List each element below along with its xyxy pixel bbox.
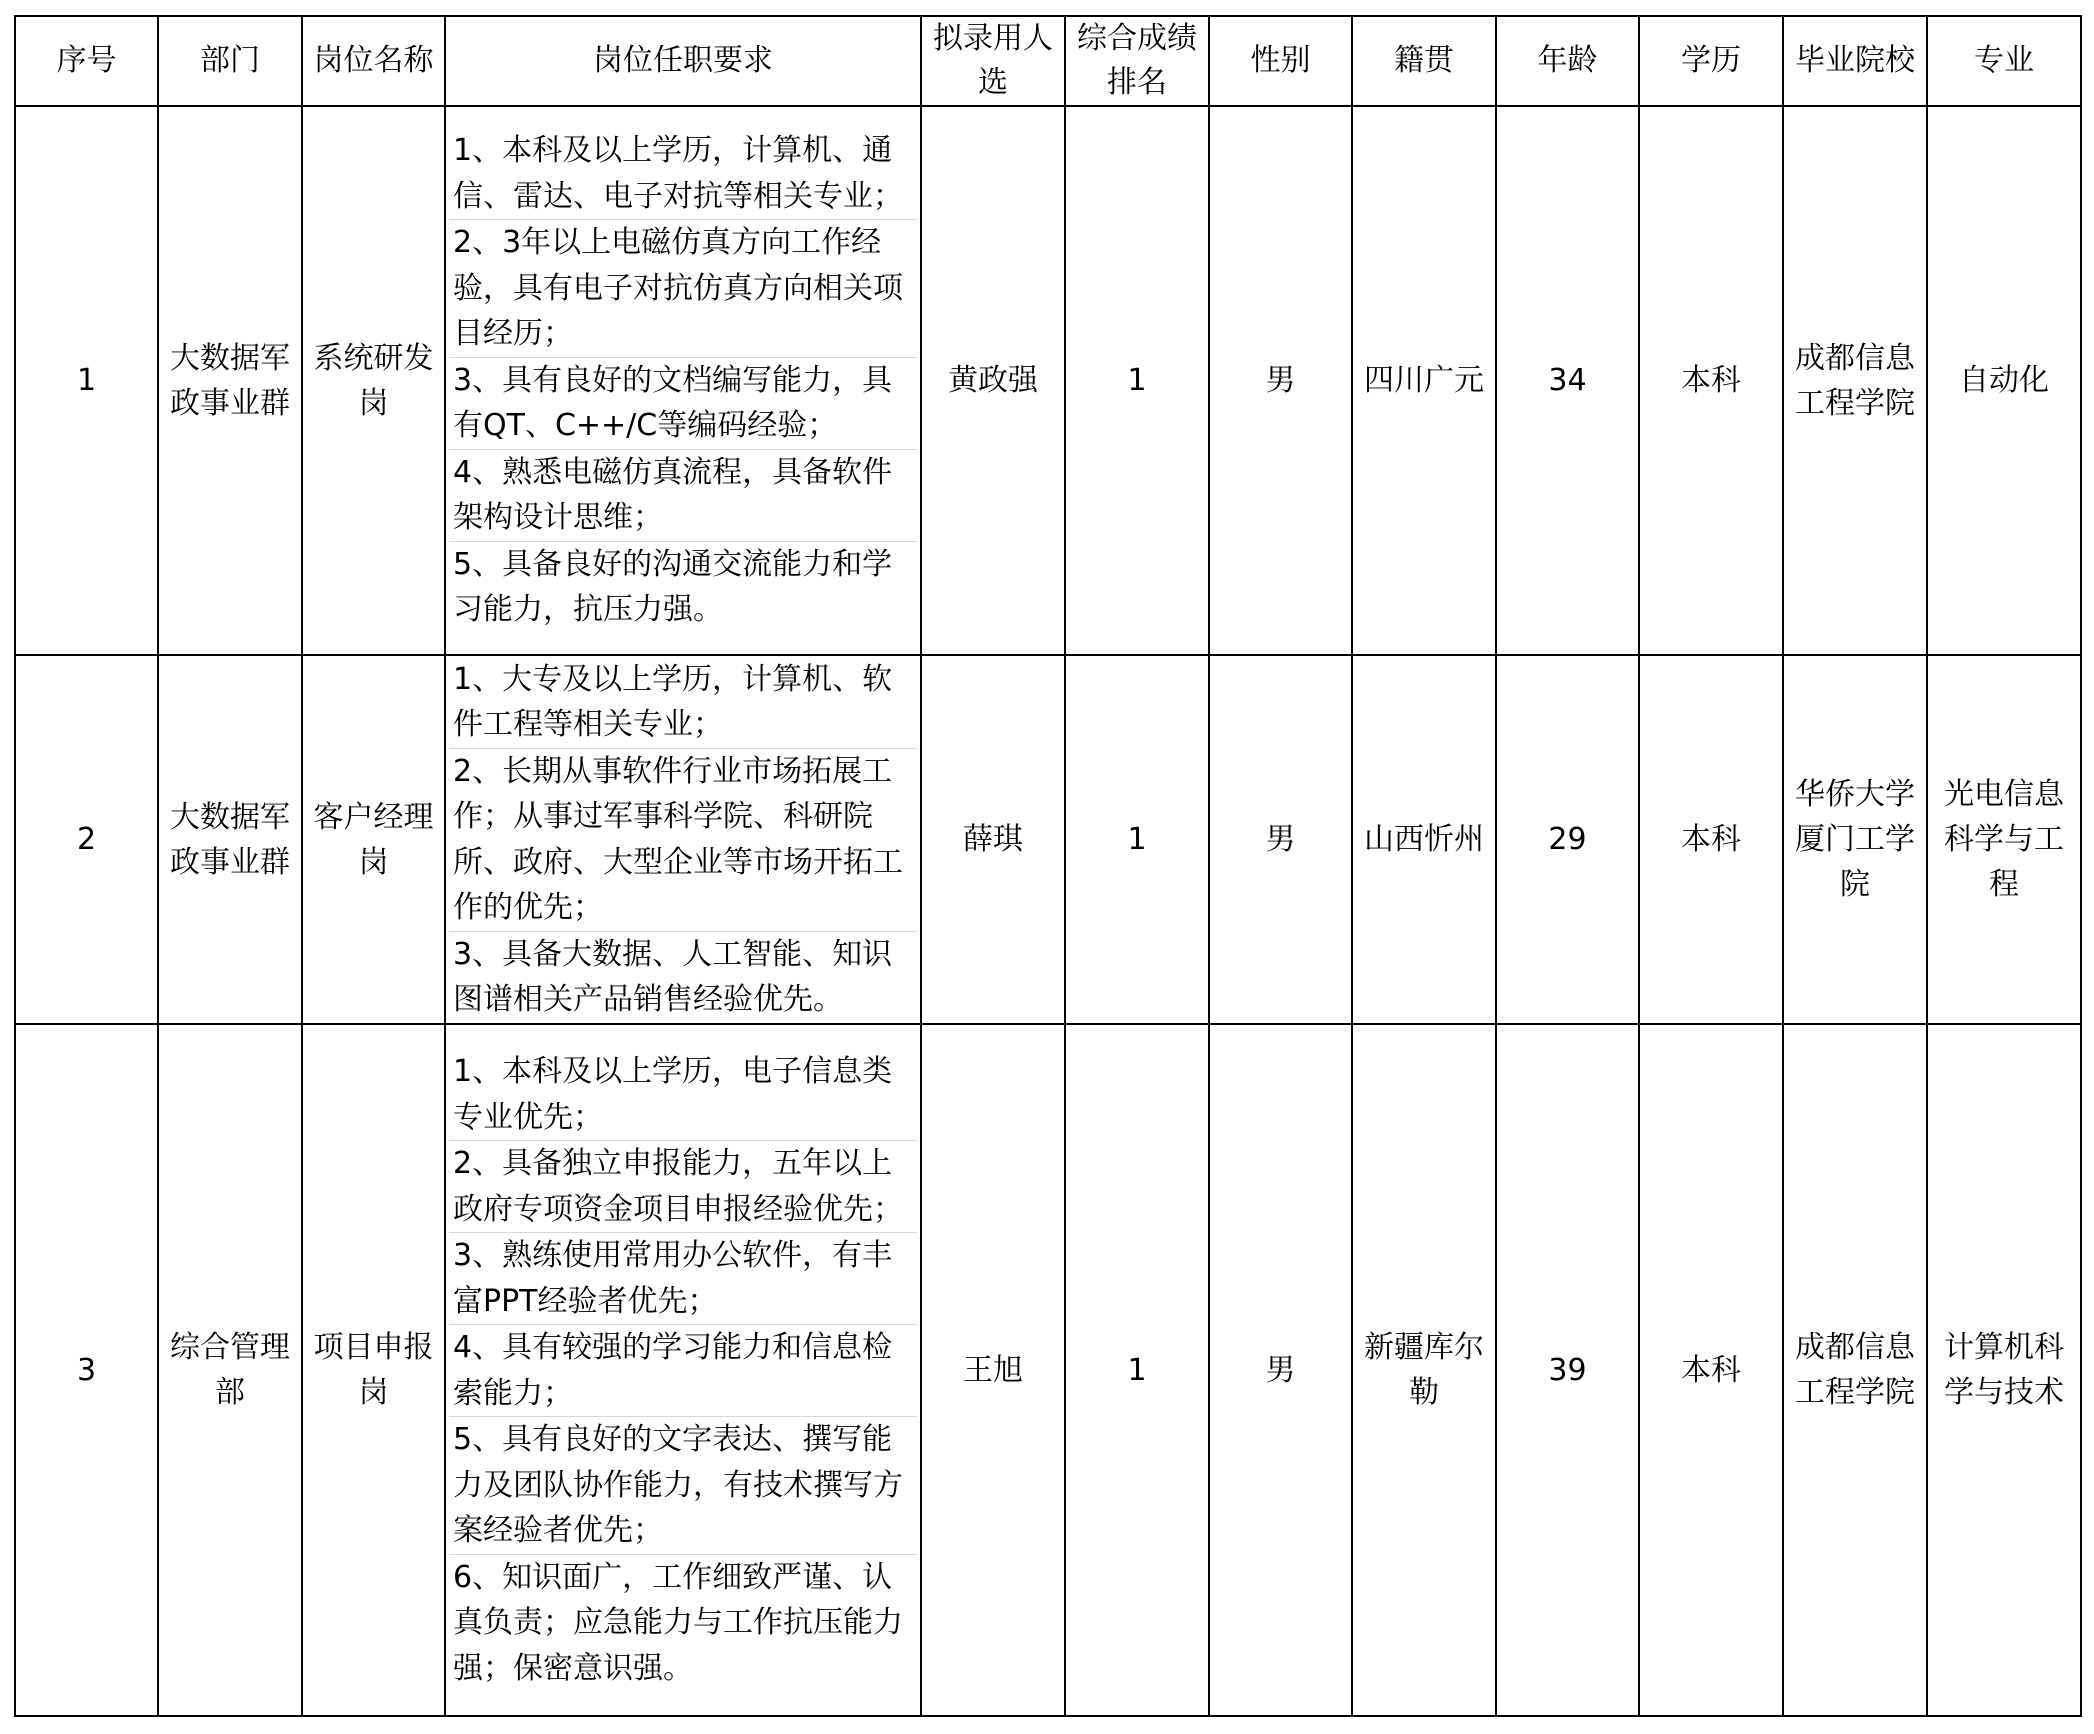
- requirements-list: [449, 657, 917, 1023]
- cell-dept: 大数据军政事业群: [158, 655, 302, 1024]
- cell-candidate: 薛琪: [921, 655, 1065, 1024]
- cell-rank: 1: [1065, 1024, 1209, 1716]
- requirement-item: 1、大专及以上学历，计算机、软件工程等相关专业；: [453, 661, 893, 743]
- header-origin: 籍贯: [1352, 16, 1496, 106]
- requirement-item: 5、具备良好的沟通交流能力和学习能力，抗压力强。: [449, 541, 917, 633]
- cell-major: 光电信息科学与工程: [1927, 655, 2081, 1024]
- cell-education: 本科: [1639, 655, 1783, 1024]
- requirement-item: 6、知识面广，工作细致严谨、认真负责；应急能力与工作抗压能力强；保密意识强。: [449, 1554, 917, 1692]
- cell-age: 34: [1496, 106, 1639, 655]
- cell-education: 本科: [1639, 106, 1783, 655]
- header-position: 岗位名称: [302, 16, 445, 106]
- cell-school: 华侨大学厦门工学院: [1783, 655, 1927, 1024]
- cell-candidate: 王旭: [921, 1024, 1065, 1716]
- cell-position: 客户经理岗: [302, 655, 445, 1024]
- document-sheet: [14, 15, 2080, 1717]
- cell-position: 项目申报岗: [302, 1024, 445, 1716]
- header-age: 年龄: [1496, 16, 1639, 106]
- cell-age: 29: [1496, 655, 1639, 1024]
- cell-position: 系统研发岗: [302, 106, 445, 655]
- cell-seq: 3: [15, 1024, 158, 1716]
- cell-seq: 2: [15, 655, 158, 1024]
- requirement-item: 4、熟悉电磁仿真流程，具备软件架构设计思维；: [449, 449, 917, 541]
- cell-rank: 1: [1065, 106, 1209, 655]
- header-education: 学历: [1639, 16, 1783, 106]
- cell-rank: 1: [1065, 655, 1209, 1024]
- requirements-list: [449, 128, 917, 633]
- cell-gender: 男: [1209, 106, 1352, 655]
- cell-gender: 男: [1209, 655, 1352, 1024]
- header-row: [15, 16, 2081, 106]
- header-dept: 部门: [158, 16, 302, 106]
- header-seq: 序号: [15, 16, 158, 106]
- table-row: [15, 106, 2081, 655]
- table-row: [15, 1024, 2081, 1716]
- requirement-item: 2、3年以上电磁仿真方向工作经验，具有电子对抗仿真方向相关项目经历；: [449, 219, 917, 357]
- cell-age: 39: [1496, 1024, 1639, 1716]
- requirement-item: 4、具有较强的学习能力和信息检索能力；: [449, 1324, 917, 1416]
- header-major: 专业: [1927, 16, 2081, 106]
- hiring-roster-table: [14, 15, 2082, 1717]
- requirement-item: 2、具备独立申报能力，五年以上政府专项资金项目申报经验优先；: [449, 1140, 917, 1232]
- header-school: 毕业院校: [1783, 16, 1927, 106]
- header-gender: 性别: [1209, 16, 1352, 106]
- cell-major: 计算机科学与技术: [1927, 1024, 2081, 1716]
- cell-education: 本科: [1639, 1024, 1783, 1716]
- requirement-item: 3、具有良好的文档编写能力，具有QT、C++/C等编码经验；: [449, 357, 917, 449]
- cell-origin: 四川广元: [1352, 106, 1496, 655]
- cell-requirements: [445, 106, 921, 655]
- cell-requirements: [445, 655, 921, 1024]
- cell-origin: 新疆库尔勒: [1352, 1024, 1496, 1716]
- requirement-item: 3、熟练使用常用办公软件，有丰富PPT经验者优先；: [449, 1232, 917, 1324]
- requirement-item: 1、本科及以上学历，电子信息类专业优先；: [453, 1054, 893, 1135]
- cell-candidate: 黄政强: [921, 106, 1065, 655]
- requirement-item: 5、具有良好的文字表达、撰写能力及团队协作能力，有技术撰写方案经验者优先；: [449, 1416, 917, 1554]
- header-rank: 综合成绩排名: [1065, 16, 1209, 106]
- cell-gender: 男: [1209, 1024, 1352, 1716]
- requirement-item: 2、长期从事软件行业市场拓展工作；从事过军事科学院、科研院所、政府、大型企业等市场开拓工作的优先；: [449, 748, 917, 931]
- cell-dept: 综合管理部: [158, 1024, 302, 1716]
- cell-origin: 山西忻州: [1352, 655, 1496, 1024]
- cell-school: 成都信息工程学院: [1783, 1024, 1927, 1716]
- header-requirements: 岗位任职要求: [445, 16, 921, 106]
- requirement-item: 3、具备大数据、人工智能、知识图谱相关产品销售经验优先。: [449, 931, 917, 1023]
- header-candidate: 拟录用人选: [921, 16, 1065, 106]
- cell-school: 成都信息工程学院: [1783, 106, 1927, 655]
- table-row: [15, 655, 2081, 1024]
- cell-requirements: [445, 1024, 921, 1716]
- requirements-list: [449, 1049, 917, 1691]
- requirement-item: 1、本科及以上学历，计算机、通信、雷达、电子对抗等相关专业；: [453, 133, 903, 214]
- cell-dept: 大数据军政事业群: [158, 106, 302, 655]
- cell-major: 自动化: [1927, 106, 2081, 655]
- cell-seq: 1: [15, 106, 158, 655]
